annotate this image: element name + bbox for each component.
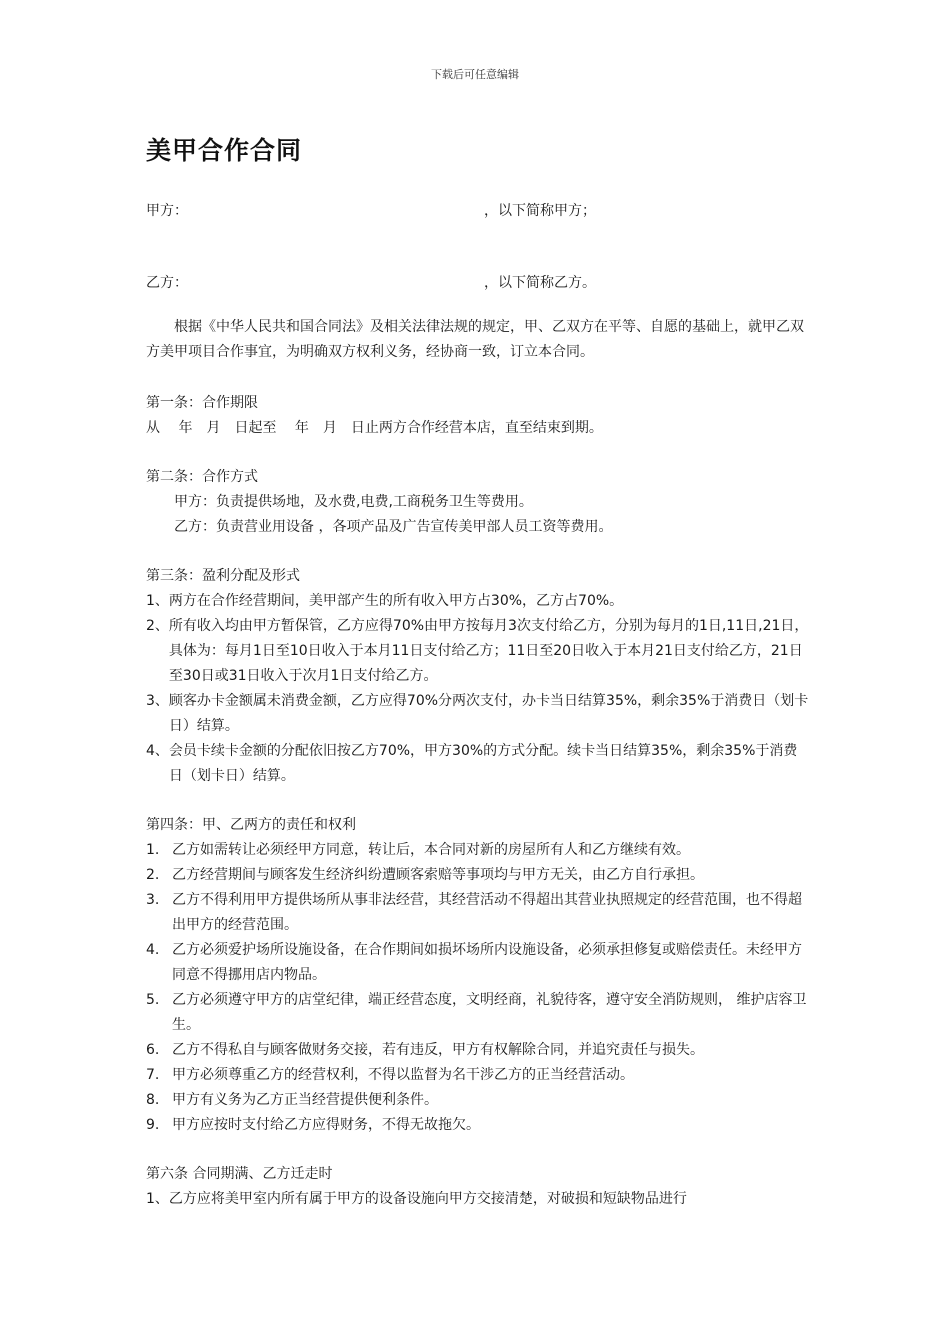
list-item <box>146 1063 811 1088</box>
article-2 <box>146 465 811 540</box>
item-number: 2、 <box>146 618 169 634</box>
item-text: 两方在合作经营期间，美甲部产生的所有收入甲方占30%，乙方占70%。 <box>168 593 624 609</box>
item-number: 1、 <box>146 593 169 609</box>
article-1-heading: 第一条：合作期限 <box>146 395 258 411</box>
list-item <box>146 1113 811 1138</box>
item-text: 乙方如需转让必须经甲方同意，转让后，本合同对新的房屋所有人和乙方继续有效。 <box>172 842 690 858</box>
list-item <box>146 589 811 614</box>
list-item <box>146 863 811 888</box>
article-2-heading: 第二条：合作方式 <box>146 469 258 485</box>
article-2-line: 甲方：负责提供场地，及水费,电费,工商税务卫生等费用。 <box>174 494 533 510</box>
item-text: 甲方应按时支付给乙方应得财务，不得无故拖欠。 <box>172 1117 480 1133</box>
item-number: 4、 <box>146 743 169 759</box>
article-1 <box>146 391 811 441</box>
party-a-suffix: ，以下简称甲方； <box>484 203 596 219</box>
party-b-line <box>146 272 596 292</box>
item-number: 8. <box>146 1092 160 1108</box>
item-number: 5. <box>146 992 160 1008</box>
list-item <box>146 739 811 789</box>
list-item <box>146 888 811 938</box>
item-text: 乙方应将美甲室内所有属于甲方的设备设施向甲方交接清楚，对破损和短缺物品进行 <box>168 1191 687 1207</box>
article-1-text: 从 年 月 日起至 年 月 日止两方合作经营本店，直至结束到期。 <box>146 420 603 436</box>
item-number: 3、 <box>146 693 169 709</box>
item-text: 乙方不得私自与顾客做财务交接，若有违反，甲方有权解除合同，并追究责任与损失。 <box>172 1042 704 1058</box>
item-number: 9. <box>146 1117 160 1133</box>
list-item <box>146 988 811 1038</box>
item-number: 6. <box>146 1042 160 1058</box>
list-item <box>146 1088 811 1113</box>
item-number: 1. <box>146 842 160 858</box>
party-a-label: 甲方： <box>146 203 188 219</box>
item-text: 所有收入均由甲方暂保管，乙方应得70%由甲方按每月3次支付给乙方，分别为每月的1日,11日,21日，具体为：每月1日至10日收入于本月11日支付给乙方；11日至20日收入于本月21日支付给乙方，21日至30日或31日收入于次月1日支付给乙方。 <box>168 618 809 684</box>
item-text: 乙方必须爱护场所设施设备，在合作期间如损坏场所内设施设备，必须承担修复或赔偿责任。未经甲方同意不得挪用店内物品。 <box>172 942 802 983</box>
list-item <box>146 689 811 739</box>
item-text: 乙方不得利用甲方提供场所从事非法经营，其经营活动不得超出其营业执照规定的经营范围，也不得超出甲方的经营范围。 <box>172 892 802 933</box>
party-b-label: 乙方： <box>146 275 188 291</box>
list-item <box>146 614 811 689</box>
item-number: 2. <box>146 867 160 883</box>
contract-body <box>146 315 811 1236</box>
page-title: 美甲合作合同 <box>146 136 303 165</box>
item-text: 顾客办卡金额属未消费金额，乙方应得70%分两次支付，办卡当日结算35%，剩余35%于消费日（划卡日）结算。 <box>168 693 809 734</box>
item-number: 7. <box>146 1067 160 1083</box>
item-text: 会员卡续卡金额的分配依旧按乙方70%，甲方30%的方式分配。续卡当日结算35%，剩余35%于消费日（划卡日）结算。 <box>168 743 798 784</box>
article-6-heading: 第六条 合同期满、乙方迁走时 <box>146 1166 333 1182</box>
item-number: 3. <box>146 892 160 908</box>
article-4-heading: 第四条：甲、乙两方的责任和权利 <box>146 817 356 833</box>
list-item <box>146 1038 811 1063</box>
intro-paragraph: 根据《中华人民共和国合同法》及相关法律法规的规定，甲、乙双方在平等、自愿的基础上，就甲乙双方美甲项目合作事宜，为明确双方权利义务，经协商一致，订立本合同。 <box>146 319 804 360</box>
party-a-line <box>146 200 596 220</box>
item-text: 甲方必须尊重乙方的经营权利，不得以监督为名干涉乙方的正当经营活动。 <box>172 1067 634 1083</box>
item-text: 乙方必须遵守甲方的店堂纪律，端正经营态度，文明经商，礼貌待客，遵守安全消防规则， 维护店容卫生。 <box>172 992 807 1033</box>
article-3 <box>146 564 811 789</box>
header-note: 下载后可任意编辑 <box>431 68 519 81</box>
item-number: 4. <box>146 942 160 958</box>
item-text: 乙方经营期间与顾客发生经济纠纷遭顾客索赔等事项均与甲方无关，由乙方自行承担。 <box>172 867 704 883</box>
article-6 <box>146 1162 811 1212</box>
party-b-suffix: ，以下简称乙方。 <box>484 275 596 291</box>
article-2-line: 乙方：负责营业用设备 ，各项产品及广告宣传美甲部人员工资等费用。 <box>174 519 613 535</box>
item-number: 1、 <box>146 1191 169 1207</box>
list-item <box>146 1187 811 1212</box>
list-item <box>146 938 811 988</box>
article-4 <box>146 813 811 1138</box>
article-3-heading: 第三条：盈利分配及形式 <box>146 568 300 584</box>
item-text: 甲方有义务为乙方正当经营提供便利条件。 <box>172 1092 438 1108</box>
list-item <box>146 838 811 863</box>
